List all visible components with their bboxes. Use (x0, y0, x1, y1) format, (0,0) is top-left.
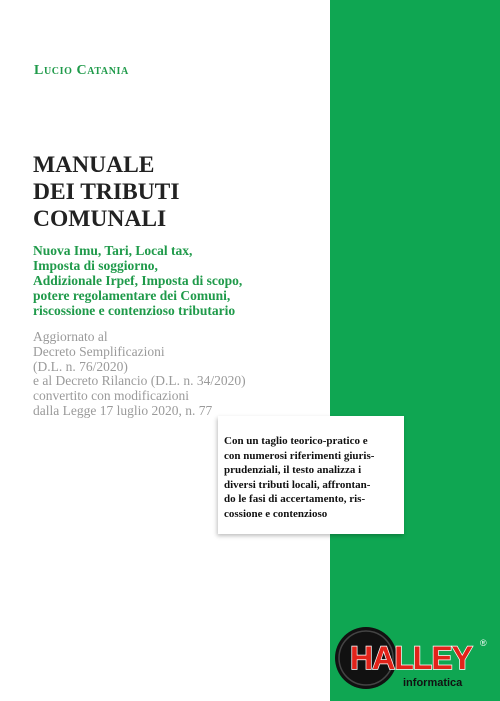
logo-subtitle: informatica (403, 677, 463, 689)
author-name: Lucio Catania (34, 63, 129, 78)
book-subtitle (33, 243, 333, 318)
green-band (330, 0, 500, 701)
update-line: dalla Legge 17 luglio 2020, n. 77 (33, 402, 213, 418)
logo-registered-mark: ® (480, 638, 487, 648)
title-line: COMUNALI (33, 206, 167, 232)
subtitle-line: Addizionale Irpef, Imposta di scopo, (33, 273, 243, 288)
logo-wordmark: HALLEY (350, 640, 472, 676)
update-line: convertito con modificazioni (33, 388, 189, 404)
subtitle-line: potere regolamentare dei Comuni, (33, 288, 231, 303)
subtitle-line: Imposta di soggiorno, (33, 258, 158, 273)
blurb-line: Con un taglio teorico-pratico e (224, 435, 368, 447)
blurb-line: cossione e contenzioso (224, 507, 328, 520)
title-line: DEI TRIBUTI (33, 179, 180, 205)
subtitle-line: Nuova Imu, Tari, Local tax, (33, 243, 193, 258)
update-line: Aggiornato al (33, 329, 108, 344)
blurb-line: do le fasi di accertamento, ris- (224, 493, 366, 505)
update-note (33, 330, 333, 419)
blurb-text (224, 434, 398, 521)
book-title (33, 152, 323, 233)
blurb-box (218, 416, 404, 534)
update-line: (D.L. n. 76/2020) (33, 358, 128, 374)
blurb-line: diversi tributi locali, affrontan- (224, 478, 371, 491)
blurb-line: prudenziali, il testo analizza i (224, 464, 362, 476)
publisher-logo (330, 618, 500, 698)
title-line: MANUALE (33, 152, 155, 178)
blurb-line: con numerosi riferimenti giuris- (224, 449, 375, 462)
update-line: e al Decreto Rilancio (D.L. n. 34/2020) (33, 373, 246, 389)
subtitle-line: riscossione e contenzioso tributario (33, 303, 236, 318)
update-line: Decreto Semplificazioni (33, 343, 165, 359)
